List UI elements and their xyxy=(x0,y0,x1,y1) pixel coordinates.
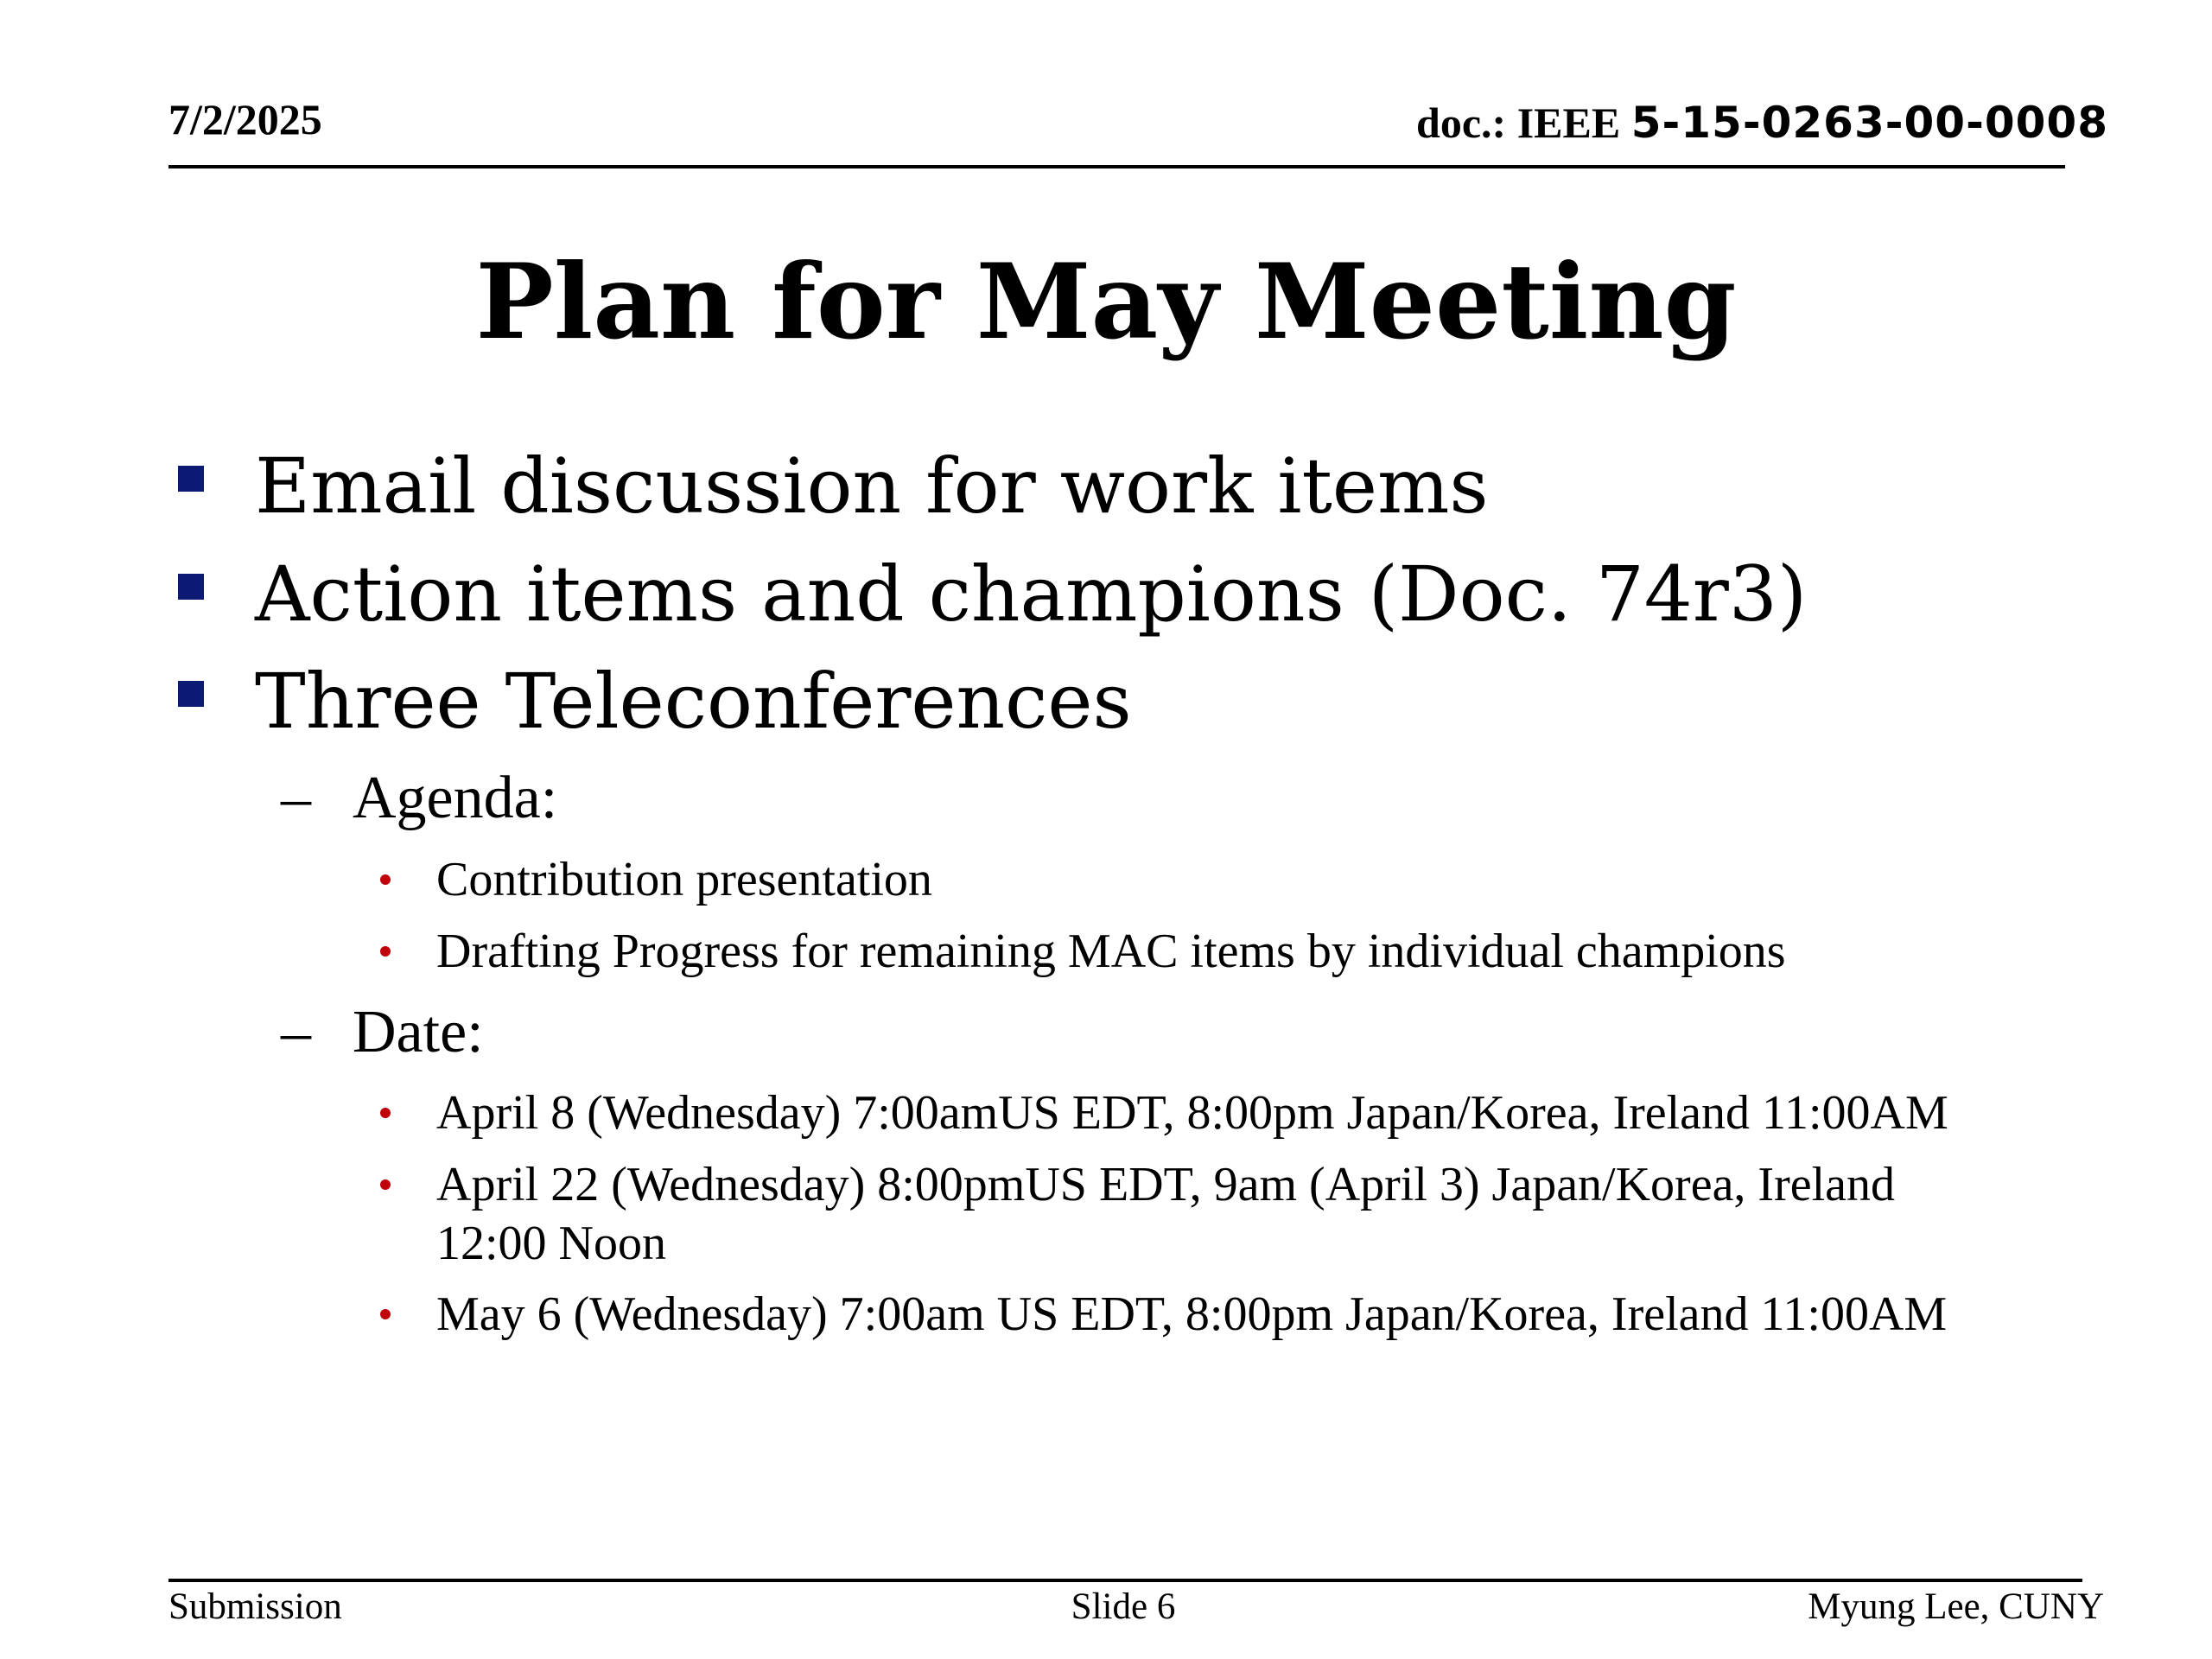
bullet-item: Action items and champions (Doc. 74r3) xyxy=(255,550,1808,639)
dot-bullet-icon xyxy=(380,1309,391,1319)
dot-bullet-icon xyxy=(380,946,391,957)
date-item: May 6 (Wednesday) 7:00am US EDT, 8:00pm Japan/Korea, Ireland 11:00AM xyxy=(436,1287,1948,1341)
doc-id-prefix: doc.: IEEE xyxy=(1416,99,1631,147)
date-label: Date: xyxy=(353,999,484,1065)
doc-id-number: 5-15-0263-00-0008 xyxy=(1630,98,2108,148)
footer-submission: Submission xyxy=(168,1586,342,1627)
date-item: April 22 (Wednesday) 8:00pmUS EDT, 9am (April 3) Japan/Korea, Ireland xyxy=(436,1158,1895,1211)
dot-bullet-icon xyxy=(380,1108,391,1118)
date-item-continuation: 12:00 Noon xyxy=(436,1217,666,1270)
header-date: 7/2/2025 xyxy=(168,95,322,143)
agenda-item: Drafting Progress for remaining MAC items by individual champions xyxy=(436,925,1786,978)
slide-title: Plan for May Meeting xyxy=(475,241,1737,363)
dot-bullet-icon xyxy=(380,874,391,885)
dash-bullet-icon: – xyxy=(281,999,311,1065)
agenda-item: Contribution presentation xyxy=(436,853,932,906)
square-bullet-icon xyxy=(178,574,204,600)
bullet-item: Email discussion for work items xyxy=(255,442,1489,531)
dash-bullet-icon: – xyxy=(281,765,311,831)
date-item: April 8 (Wednesday) 7:00amUS EDT, 8:00pm Japan/Korea, Ireland 11:00AM xyxy=(436,1086,1948,1140)
square-bullet-icon xyxy=(178,681,204,707)
agenda-label: Agenda: xyxy=(353,765,558,831)
square-bullet-icon xyxy=(178,466,204,492)
footer-slide-number: Slide 6 xyxy=(1071,1586,1176,1627)
dot-bullet-icon xyxy=(380,1179,391,1190)
footer-author: Myung Lee, CUNY xyxy=(1808,1586,2104,1627)
bullet-item: Three Teleconferences xyxy=(255,657,1132,746)
footer-divider xyxy=(168,1579,2082,1582)
